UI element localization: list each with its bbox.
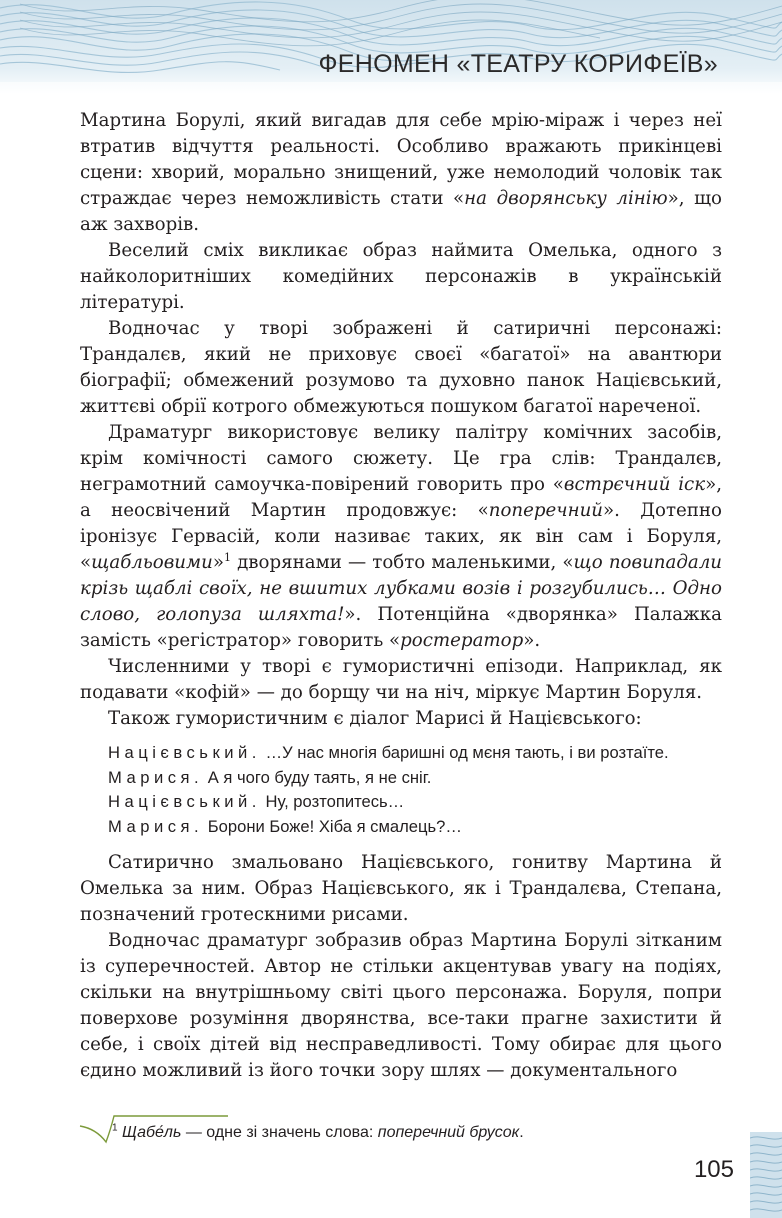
dialogue-line <box>80 766 722 791</box>
text-run: » <box>212 552 224 573</box>
italic-quote: поперечний <box>488 500 604 521</box>
page-edge-tab-decoration <box>750 1132 782 1218</box>
speaker-name: Марися. <box>108 816 204 836</box>
text-run: Драматург використовує велику палітру комічних засобів, крім комічності самого сюжету. Це гра слів: Трандалєв, неграмотний самоучка-повірений говорить про « <box>80 422 722 495</box>
text-run: Сатирично змальовано Націєвського, гонитву Мартина й Омелька за ним. Образ Націєвського, як і Трандалєва, Степана, позначений гротескними рисами. <box>80 852 722 925</box>
paragraph <box>80 850 722 928</box>
footnote-marker: 1 <box>112 1122 118 1134</box>
header-wave-decoration <box>0 0 782 95</box>
footnote-reference: 1 <box>223 550 231 564</box>
text-run: ». Дотепно іронізує Гервасій, коли називає таких, як він сам і Боруля, « <box>80 500 722 573</box>
paragraphs-before-dialogue <box>80 108 722 732</box>
footnote-dash-text: — одне зі значень слова: <box>181 1124 378 1141</box>
dialogue-line <box>80 741 722 766</box>
italic-quote: на дворянську лінію <box>464 188 668 209</box>
speaker-name: Націєвський. <box>108 743 261 762</box>
text-run: Водночас у творі зображені й сатиричні персонажі: Трандалєв, який не приховує своєї «багатої» на авантюри біографії; обмежений розумово та духовно панок Націєвський, життєві обрії котрого обмежуються пошуком багатої нареченої. <box>80 318 722 417</box>
dialogue-line <box>80 790 722 815</box>
text-run: », а неосвічений Мартин продовжує: « <box>80 474 722 521</box>
italic-quote: що повипадали крізь щаблі своїх, не вшитих лубками возів і розгубились… Одно слово, голопуза шляхта! <box>80 552 723 625</box>
text-run: Мартина Борулі, який вигадав для себе мрію-міраж і через неї втратив відчуття реальності. Особливо вражають прикінцеві сцени: хворий, морально знищений, уже немолодий чоловік так страждає через неможливість стати « <box>80 110 722 209</box>
text-run: Також гумористичним є діалог Марисі й Націєвського: <box>108 708 642 729</box>
paragraph <box>80 108 722 238</box>
dialogue-excerpt <box>80 741 722 839</box>
speaker-line: …У нас многія баришні од мєня тають, і ви розтаїте. <box>260 743 669 762</box>
article-body <box>80 108 722 1084</box>
italic-quote: щабльовими <box>91 552 213 573</box>
footnote-term: Щабе́ль <box>122 1124 182 1141</box>
paragraph <box>80 316 722 420</box>
italic-quote: встрєчний іск <box>563 474 706 495</box>
italic-quote: ростератор <box>400 630 524 651</box>
speaker-line: Борони Боже! Хіба я смалець?… <box>203 816 462 836</box>
speaker-line: Ну, розтопитесь… <box>260 792 405 811</box>
footnote-end: . <box>519 1124 524 1141</box>
text-run: Веселий сміх викликає образ наймита Омелька, одного з найколоритніших комедійних персонажів в українській літературі. <box>80 240 722 313</box>
speaker-name: Марися. <box>108 767 204 787</box>
speaker-name: Націєвський. <box>108 792 261 811</box>
paragraph <box>80 654 722 706</box>
text-run: ». Потенційна «дворянка» Палажка замість «регістратор» говорить « <box>80 604 722 651</box>
paragraphs-after-dialogue <box>80 850 722 1084</box>
text-run: дворянами — тобто маленькими, « <box>230 552 574 573</box>
speaker-line: А я чого буду таять, я не сніг. <box>203 767 432 787</box>
paragraph <box>80 706 722 732</box>
text-run: ». <box>523 630 541 651</box>
footnote-definition: поперечний брусок <box>377 1124 520 1141</box>
dialogue-line <box>80 815 722 840</box>
footnote <box>112 1122 524 1144</box>
paragraph <box>80 928 722 1084</box>
paragraph <box>80 238 722 316</box>
page-number: 105 <box>693 1156 734 1183</box>
text-run: Численними у творі є гумористичні епізоди. Наприклад, як подавати «кофій» — до борщу чи на ніч, міркує Мартин Боруля. <box>80 656 722 703</box>
paragraph <box>80 420 722 654</box>
text-run: », що аж захворів. <box>80 188 722 235</box>
running-title: ФЕНОМЕН «ТЕАТРУ КОРИФЕЇВ» <box>318 50 718 78</box>
text-run: Водночас драматург зобразив образ Мартина Борулі зітканим із суперечностей. Автор не стільки акцентував увагу на подіях, скільки на внутрішньому світі цього персонажа. Боруля, попри поверхове розуміння дворянства, все-таки прагне захистити й себе, і своїх дітей від несправедливості. Тому обирає для цього єдино можливий із його точки зору шлях — документального <box>80 930 722 1081</box>
